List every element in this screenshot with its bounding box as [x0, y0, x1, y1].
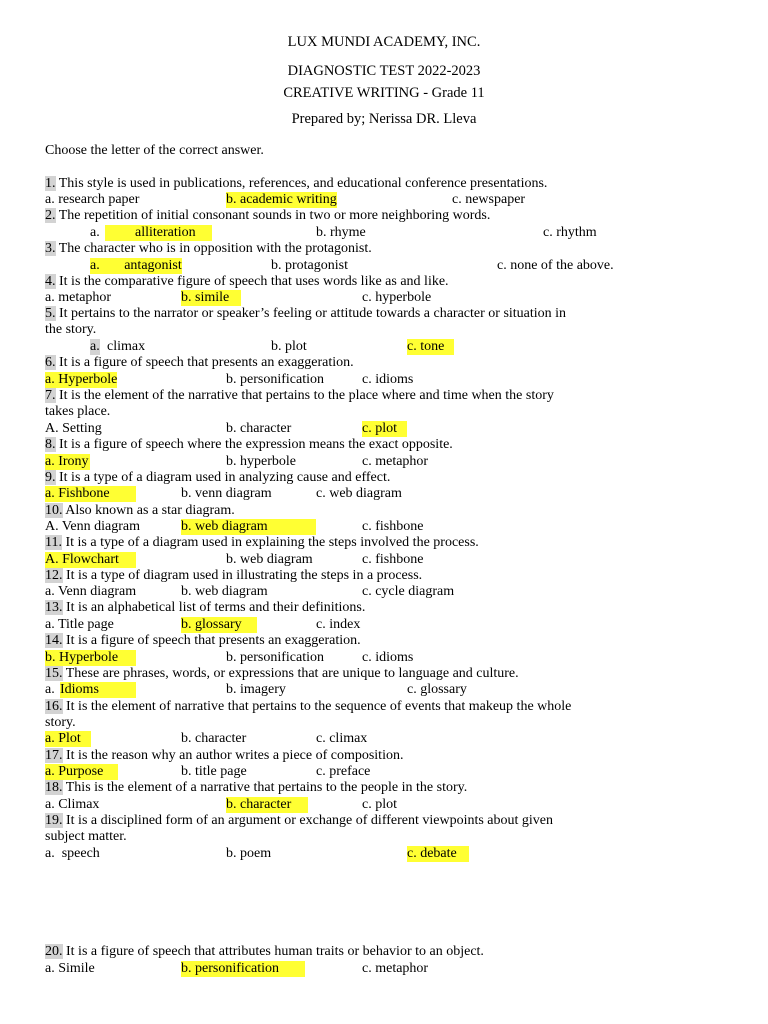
- answer-option: a. Climax: [45, 797, 100, 812]
- answer-option: A. Venn diagram: [45, 519, 140, 534]
- question-7-stem: 7. It is the element of the narrative that pertains to the place where and time when the story: [45, 388, 554, 403]
- answer-option: b. venn diagram: [181, 486, 272, 501]
- question-4-stem: 4. It is the comparative figure of speech that uses words like as and like.: [45, 274, 449, 289]
- answer-option: c. metaphor: [362, 454, 429, 469]
- answer-option: A. Setting: [45, 421, 102, 436]
- correct-answer: a. Fishbone: [45, 486, 136, 502]
- answer-option: c. fishbone: [362, 519, 424, 534]
- correct-answer: b. personification: [181, 961, 305, 977]
- test-title: DIAGNOSTIC TEST 2022-2023: [287, 63, 481, 79]
- correct-answer: Idioms: [60, 682, 136, 698]
- answer-option: a. speech: [45, 846, 100, 861]
- question-20-stem: 20. It is a figure of speech that attributes human traits or behavior to an object.: [45, 944, 484, 959]
- answer-option: a. metaphor: [45, 290, 112, 305]
- question-7-stem-cont: takes place.: [45, 404, 111, 419]
- answer-option: b. personification: [226, 650, 324, 665]
- question-number: 1.: [45, 176, 56, 191]
- question-19-stem-cont: subject matter.: [45, 829, 127, 844]
- correct-answer: b. web diagram: [181, 519, 316, 535]
- subject-title: CREATIVE WRITING - Grade 11: [283, 85, 485, 101]
- answer-option-letter: a.: [45, 682, 55, 697]
- answer-option: b. plot: [271, 339, 307, 354]
- question-5-stem: 5. It pertains to the narrator or speaker’s feeling or attitude towards a character or situation in: [45, 306, 567, 321]
- question-number: 19.: [45, 813, 63, 828]
- correct-answer: a. Purpose: [45, 764, 118, 780]
- answer-option-letter: a.: [90, 339, 100, 354]
- question-number: 7.: [45, 388, 56, 403]
- answer-option: c. idioms: [362, 650, 414, 665]
- answer-option: b. protagonist: [271, 258, 348, 273]
- question-17-stem: 17. It is the reason why an author writes a piece of composition.: [45, 748, 404, 763]
- question-6-stem: 6. It is a figure of speech that presents an exaggeration.: [45, 355, 354, 370]
- prepared-by: Prepared by; Nerissa DR. Lleva: [291, 111, 477, 127]
- question-number: 15.: [45, 666, 63, 681]
- correct-answer: b. glossary: [181, 617, 257, 633]
- answer-option: b. title page: [181, 764, 247, 779]
- question-number: 2.: [45, 208, 56, 223]
- answer-option: c. fishbone: [362, 552, 424, 567]
- question-15-stem: 15. These are phrases, words, or expressions that are unique to language and culture.: [45, 666, 519, 681]
- school-name: LUX MUNDI ACADEMY, INC.: [287, 34, 481, 50]
- correct-answer: c. debate: [407, 846, 469, 862]
- question-number: 11.: [45, 535, 62, 550]
- question-10-stem: 10. Also known as a star diagram.: [45, 503, 235, 518]
- question-11-stem: 11. It is a type of a diagram used in explaining the steps involved the process.: [45, 535, 479, 550]
- answer-option: c. newspaper: [452, 192, 526, 207]
- question-number: 8.: [45, 437, 56, 452]
- question-9-stem: 9. It is a type of a diagram used in analyzing cause and effect.: [45, 470, 391, 485]
- correct-answer: c. plot: [362, 421, 407, 437]
- question-number: 9.: [45, 470, 56, 485]
- question-number: 20.: [45, 944, 63, 959]
- answer-option: b. web diagram: [181, 584, 268, 599]
- question-number: 13.: [45, 600, 63, 615]
- answer-option: c. idioms: [362, 372, 414, 387]
- question-number: 18.: [45, 780, 63, 795]
- answer-option: b. hyperbole: [226, 454, 296, 469]
- question-number: 12.: [45, 568, 63, 583]
- answer-option: b. imagery: [226, 682, 286, 697]
- instructions: Choose the letter of the correct answer.: [45, 143, 264, 158]
- answer-option-letter: a.: [90, 225, 100, 240]
- question-8-stem: 8. It is a figure of speech where the expression means the exact opposite.: [45, 437, 453, 452]
- answer-option: a. Title page: [45, 617, 114, 632]
- answer-option: climax: [107, 339, 146, 354]
- correct-answer: c. tone: [407, 339, 454, 355]
- question-number: 4.: [45, 274, 56, 289]
- question-18-stem: 18. This is the element of a narrative that pertains to the people in the story.: [45, 780, 468, 795]
- question-number: 10.: [45, 503, 63, 518]
- answer-option: b. personification: [226, 372, 324, 387]
- question-16-stem: 16. It is the element of narrative that pertains to the sequence of events that makeup the whole: [45, 699, 572, 714]
- question-12-stem: 12. It is a type of diagram used in illustrating the steps in a process.: [45, 568, 423, 583]
- question-14-stem: 14. It is a figure of speech that presents an exaggeration.: [45, 633, 361, 648]
- answer-option: c. metaphor: [362, 961, 429, 976]
- question-1-stem: 1. This style is used in publications, references, and educational conference presentations.: [45, 176, 548, 191]
- answer-option: b. character: [226, 421, 292, 436]
- correct-answer: b. simile: [181, 290, 241, 306]
- answer-option: c. glossary: [407, 682, 467, 697]
- answer-option: c. preface: [316, 764, 371, 779]
- question-2-stem: 2. The repetition of initial consonant sounds in two or more neighboring words.: [45, 208, 491, 223]
- question-number: 5.: [45, 306, 56, 321]
- answer-option: c. rhythm: [543, 225, 597, 240]
- answer-option: c. hyperbole: [362, 290, 432, 305]
- question-3-stem: 3. The character who is in opposition with the protagonist.: [45, 241, 372, 256]
- correct-answer: A. Flowchart: [45, 552, 136, 568]
- answer-option: c. plot: [362, 797, 397, 812]
- answer-option: a. research paper: [45, 192, 140, 207]
- question-16-stem-cont: story.: [45, 715, 76, 730]
- question-number: 3.: [45, 241, 56, 256]
- correct-answer: alliteration: [105, 225, 212, 241]
- answer-option: b. character: [181, 731, 247, 746]
- correct-answer: b. Hyperbole: [45, 650, 136, 666]
- answer-option: c. none of the above.: [497, 258, 614, 273]
- answer-option: a. Venn diagram: [45, 584, 137, 599]
- question-number: 6.: [45, 355, 56, 370]
- correct-answer: a. Irony: [45, 454, 89, 469]
- answer-option: b. poem: [226, 846, 272, 861]
- answer-option: a. Simile: [45, 961, 95, 976]
- answer-option: c. climax: [316, 731, 368, 746]
- correct-answer: a. Hyperbole: [45, 372, 118, 387]
- question-13-stem: 13. It is an alphabetical list of terms and their definitions.: [45, 600, 366, 615]
- correct-answer: a. Plot: [45, 731, 91, 747]
- answer-option: c. index: [316, 617, 361, 632]
- correct-answer: b. character: [226, 797, 308, 813]
- answer-option: b. rhyme: [316, 225, 366, 240]
- question-number: 16.: [45, 699, 63, 714]
- question-number: 14.: [45, 633, 63, 648]
- answer-option: c. cycle diagram: [362, 584, 455, 599]
- correct-answer: a. antagonist: [90, 258, 182, 273]
- answer-option: c. web diagram: [316, 486, 402, 501]
- correct-answer: b. academic writing: [226, 192, 337, 207]
- question-5-stem-cont: the story.: [45, 322, 97, 337]
- answer-option: b. web diagram: [226, 552, 313, 567]
- question-number: 17.: [45, 748, 63, 763]
- question-19-stem: 19. It is a disciplined form of an argument or exchange of different viewpoints about given: [45, 813, 554, 828]
